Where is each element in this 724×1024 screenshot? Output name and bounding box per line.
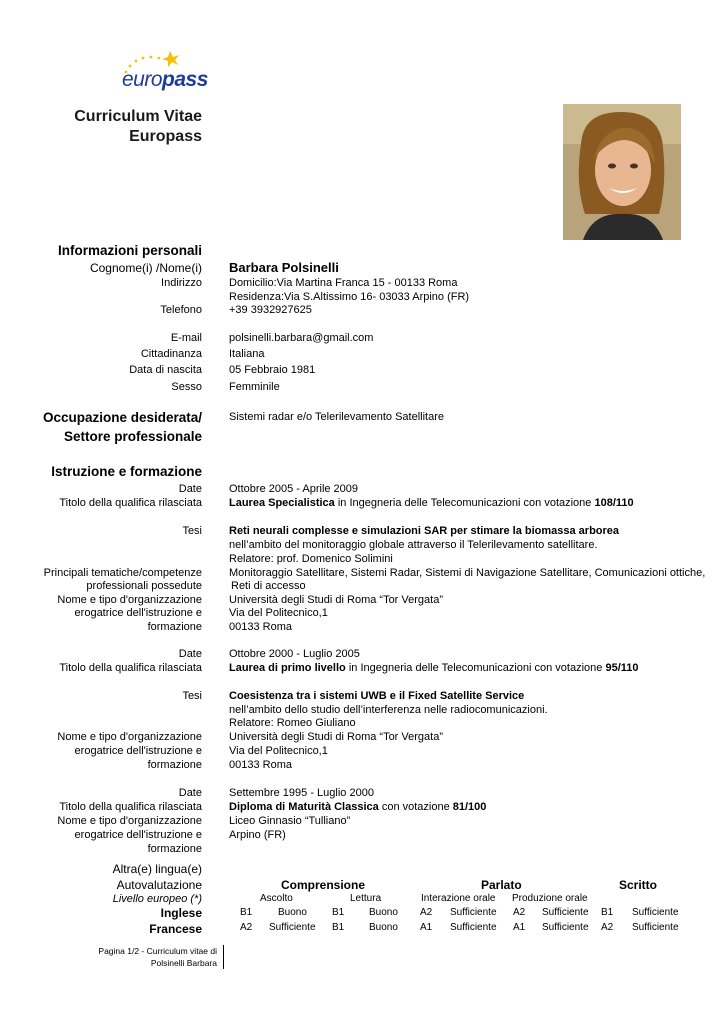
e3-title-label: Titolo della qualifica rilasciata: [59, 801, 202, 813]
header-parlato: Parlato: [481, 878, 522, 892]
level-code: A1: [420, 922, 433, 933]
level-code: A2: [513, 907, 526, 918]
e1-topics-label-1: Principali tematiche/competenze: [43, 567, 202, 579]
e1-org-3: 00133 Roma: [229, 621, 292, 633]
header-scritto: Scritto: [619, 878, 658, 892]
e1-org-label-1: Nome e tipo d'organizzazione: [57, 594, 202, 606]
e2-date-label: Date: [178, 648, 202, 660]
e1-thesis-title: Reti neurali complesse e simulazioni SAR per stimare la biomassa arborea: [229, 525, 620, 537]
e3-date-label: Date: [178, 787, 202, 799]
e1-date: Ottobre 2005 - Aprile 2009: [229, 483, 359, 495]
e2-org-3: 00133 Roma: [229, 759, 292, 771]
e1-topics-1: Monitoraggio Satellitare, Sistemi Radar, Sistemi di Navigazione Satellitare, Comunicazioni ottiche,: [229, 567, 706, 579]
e3-org-label-3: formazione: [147, 843, 202, 855]
e1-thesis-desc: nell’ambito del monitoraggio globale attraverso il Telerilevamento satellitare.: [229, 539, 598, 551]
level-desc: Buono: [369, 922, 398, 933]
email-label: E-mail: [170, 332, 202, 344]
email-value: polsinelli.barbara@gmail.com: [229, 332, 374, 344]
level-code: A2: [240, 922, 253, 933]
e2-thesis-label: Tesi: [182, 690, 202, 702]
europass-logo-text: europass: [122, 68, 208, 91]
e2-org-1: Università degli Studi di Roma “Tor Vergata”: [229, 731, 443, 743]
level-desc: Sufficiente: [542, 907, 589, 918]
other-languages-label: Altra(e) lingua(e): [112, 862, 202, 876]
e3-title: Diploma di Maturità Classica con votazione 81/100: [229, 801, 487, 813]
e2-thesis-title: Coesistenza tra i sistemi UWB e il Fixed Satellite Service: [229, 690, 525, 702]
sex-label: Sesso: [171, 381, 202, 393]
level-desc: Sufficiente: [632, 922, 679, 933]
occupation-value: Sistemi radar e/o Telerilevamento Satellitare: [229, 411, 445, 423]
sub-ascolto: Ascolto: [260, 893, 293, 904]
page-footer: [98, 945, 224, 969]
e1-topics-label-2: professionali possedute: [86, 580, 202, 592]
level-desc: Buono: [369, 907, 398, 918]
e3-date: Settembre 1995 - Luglio 2000: [229, 787, 374, 799]
phone-label: Telefono: [160, 304, 202, 316]
e1-date-label: Date: [178, 483, 202, 495]
sub-produzione: Produzione orale: [512, 893, 588, 904]
e1-org-2: Via del Politecnico,1: [229, 607, 328, 619]
e2-org-label-3: formazione: [147, 759, 202, 771]
e2-org-label-2: erogatrice dell'istruzione e: [74, 745, 202, 757]
e1-org-label-2: erogatrice dell'istruzione e: [74, 607, 202, 619]
section-personal-info: Informazioni personali: [57, 243, 202, 258]
level-code: B1: [332, 922, 345, 933]
e1-topics-2: Reti di accesso: [231, 580, 306, 592]
e2-org-2: Via del Politecnico,1: [229, 745, 328, 757]
e1-title-label: Titolo della qualifica rilasciata: [59, 497, 202, 509]
profile-photo: [563, 104, 681, 240]
e2-date: Ottobre 2000 - Luglio 2005: [229, 648, 360, 660]
e3-org-label-1: Nome e tipo d'organizzazione: [57, 815, 202, 827]
level-code: A1: [513, 922, 526, 933]
e2-thesis-desc: nell’ambito dello studio dell’interferenza nelle radiocomunicazioni.: [229, 704, 548, 716]
level-code: B1: [332, 907, 345, 918]
address-residence: Residenza:Via S.Altissimo 16- 03033 Arpino (FR): [229, 291, 470, 303]
birth-label: Data di nascita: [129, 364, 202, 376]
section-occupation-line2: Settore professionale: [63, 429, 202, 444]
level-desc: Sufficiente: [450, 907, 497, 918]
sex-value: Femminile: [229, 381, 280, 393]
e2-title-label: Titolo della qualifica rilasciata: [59, 662, 202, 674]
address-label: Indirizzo: [161, 277, 202, 289]
e1-thesis-advisor: Relatore: prof. Domenico Solimini: [229, 553, 393, 565]
european-level-label: Livello europeo (*): [112, 893, 202, 905]
full-name: Barbara Polsinelli: [229, 260, 339, 275]
address-domicile: Domicilio:Via Martina Franca 15 - 00133 Roma: [229, 277, 458, 289]
e3-org-2: Arpino (FR): [229, 829, 286, 841]
sub-interazione: Interazione orale: [421, 893, 496, 904]
e1-org-1: Università degli Studi di Roma “Tor Vergata”: [229, 594, 443, 606]
level-desc: Sufficiente: [269, 922, 316, 933]
footer-line-1: Pagina 1/2 - Curriculum vitae di: [98, 946, 217, 956]
sub-lettura: Lettura: [350, 893, 382, 904]
e2-thesis-advisor: Relatore: Romeo Giuliano: [229, 717, 356, 729]
header-comprensione: Comprensione: [281, 878, 366, 892]
level-code: B1: [601, 907, 614, 918]
level-code: A2: [420, 907, 433, 918]
name-label: Cognome(i) /Nome(i): [89, 261, 202, 275]
e1-thesis-label: Tesi: [182, 525, 202, 537]
level-desc: Sufficiente: [632, 907, 679, 918]
section-occupation-line1: Occupazione desiderata/: [42, 410, 202, 425]
e2-title: Laurea di primo livello in Ingegneria delle Telecomunicazioni con votazione 95/110: [229, 662, 639, 674]
e1-org-label-3: formazione: [147, 621, 202, 633]
level-code: A2: [601, 922, 614, 933]
self-assessment-label: Autovalutazione: [116, 878, 202, 892]
phone-value: +39 3932927625: [229, 304, 312, 316]
level-desc: Sufficiente: [542, 922, 589, 933]
e3-org-label-2: erogatrice dell'istruzione e: [74, 829, 202, 841]
language-name: Inglese: [160, 906, 202, 920]
footer-line-2: Polsinelli Barbara: [150, 958, 217, 968]
language-name: Francese: [149, 922, 202, 936]
birth-value: 05 Febbraio 1981: [229, 364, 316, 376]
level-desc: Sufficiente: [450, 922, 497, 933]
citizenship-value: Italiana: [229, 348, 265, 360]
e2-org-label-1: Nome e tipo d'organizzazione: [57, 731, 202, 743]
citizenship-label: Cittadinanza: [140, 348, 202, 360]
level-desc: Buono: [278, 907, 307, 918]
level-code: B1: [240, 907, 253, 918]
e1-title: Laurea Specialistica in Ingegneria delle Telecomunicazioni con votazione 108/110: [229, 497, 634, 509]
page-title: Curriculum Vitae Europass: [74, 108, 202, 145]
section-education: Istruzione e formazione: [51, 464, 202, 479]
e3-org-1: Liceo Ginnasio “Tulliano”: [229, 815, 351, 827]
